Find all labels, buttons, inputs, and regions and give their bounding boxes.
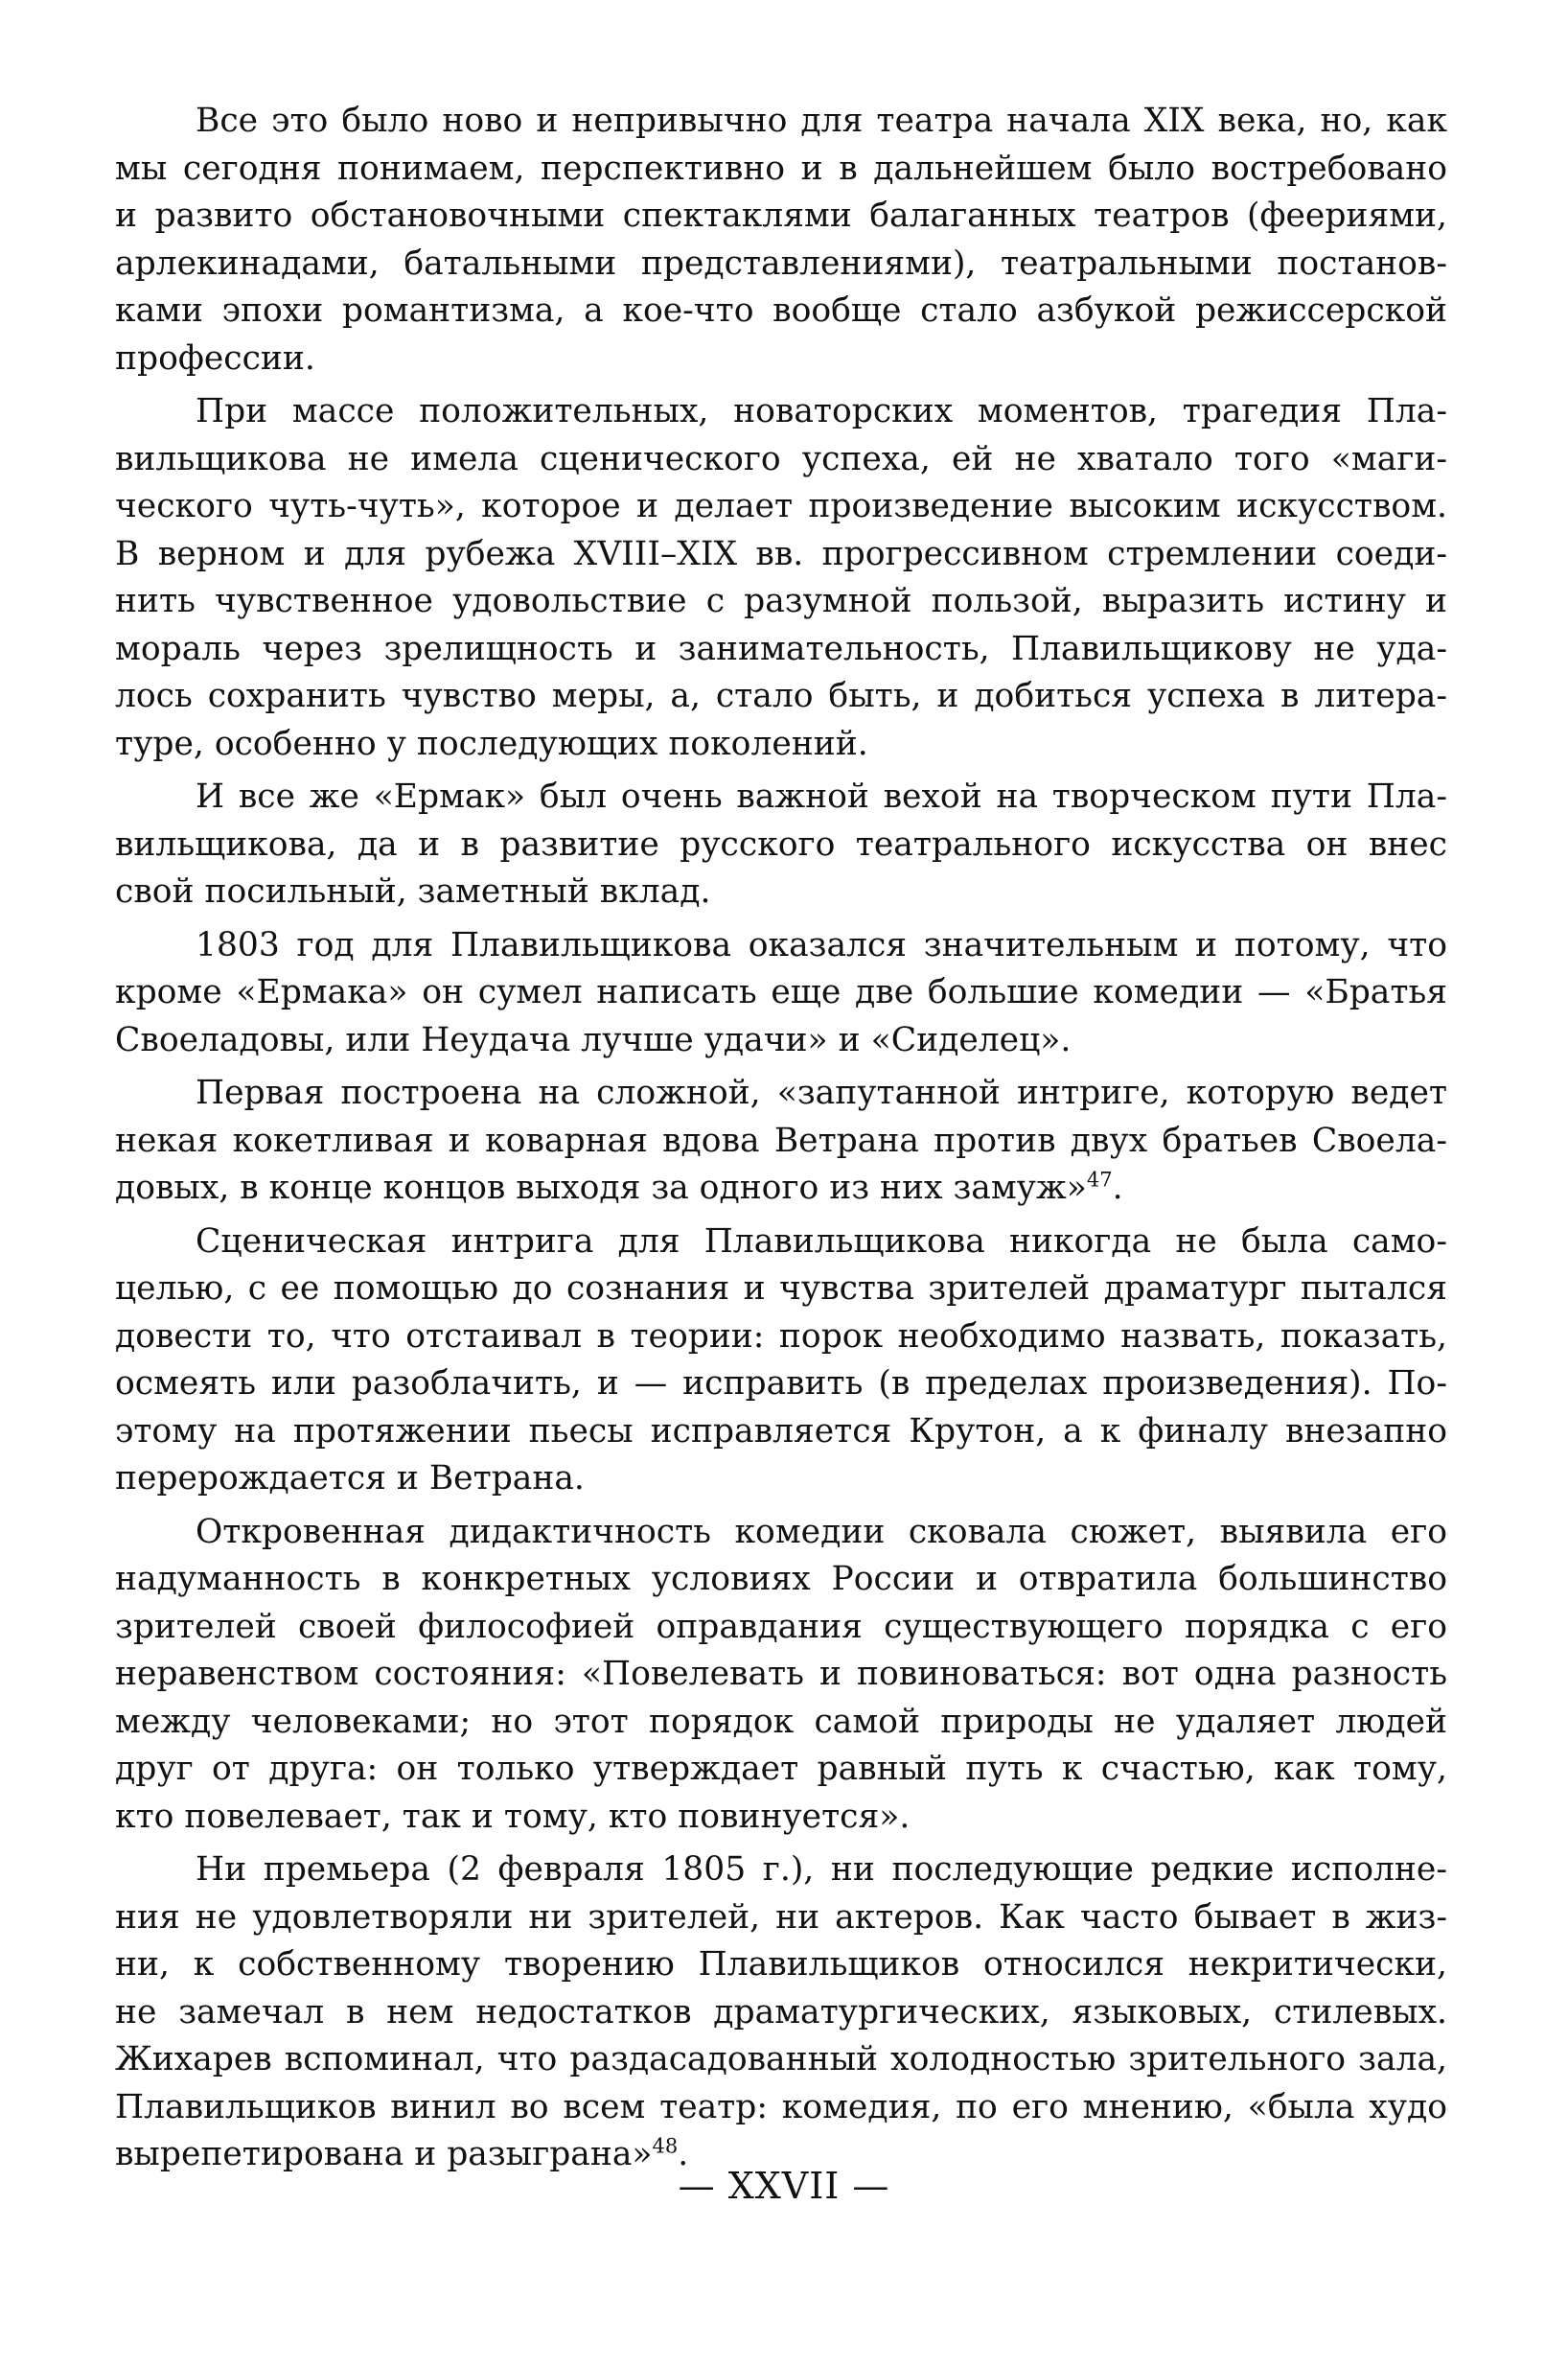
text-line (115, 1070, 1447, 1118)
text-line (115, 1360, 1447, 1408)
line-text: Ни премьера (2 февраля 1805 г.), ни последующие редкие исполне- (196, 1850, 1447, 1889)
line-text: целью, с ее помощью до сознания и чувства зрителей драматург пытался (115, 1269, 1447, 1308)
line-text: перерождается и Ветрана. (115, 1459, 585, 1497)
paragraph (115, 1219, 1447, 1503)
text-line (115, 336, 1447, 383)
line-text: Своеладовы, или Неудача лучше удачи» и «Сиделец». (115, 1020, 1072, 1059)
line-text: Сценическая интрига для Плавильщикова никогда не была само- (196, 1221, 1447, 1261)
text-line (115, 2084, 1447, 2132)
line-text: довых, в конце концов выходя за одного из них замуж» (115, 1169, 1087, 1207)
body-text (115, 98, 1447, 2185)
line-text: арлекинадами, батальными представлениями), театральными постанов- (115, 244, 1447, 283)
line-text: Первая построена на сложной, «запутанной интриге, которую ведет (196, 1074, 1447, 1112)
text-line (115, 1989, 1447, 2037)
line-text: Откровенная дидактичность комедии сковала сюжет, выявила его (196, 1512, 1447, 1551)
line-text: неравенством состояния: «Повелевать и повиноваться: вот одна разность (115, 1655, 1447, 1693)
text-line (115, 146, 1447, 194)
line-text: вильщикова, да и в развитие русского театрального искусства он внес (115, 824, 1447, 864)
line-text: Все это было ново и непривычно для театра начала XIX века, но, как (196, 102, 1447, 140)
line-text: ни, к собственному творению Плавильщиков относился некритически, (115, 1945, 1447, 1984)
text-line (115, 1265, 1447, 1313)
footnote-marker: 48 (652, 2134, 679, 2158)
text-line (115, 1408, 1447, 1456)
text-line (115, 578, 1447, 626)
text-line (115, 673, 1447, 721)
line-text: При массе положительных, новаторских моментов, трагедия Пла- (196, 392, 1447, 430)
line-text: И все же «Ермак» был очень важной вехой на творческом пути Пла- (196, 778, 1447, 816)
line-text: мы сегодня понимаем, перспективно и в дальнейшем было востребовано (115, 149, 1447, 188)
line-text: нить чувственное удовольствие с разумной пользой, выразить истину и (115, 582, 1447, 620)
text-line (115, 1746, 1447, 1794)
paragraph (115, 388, 1447, 768)
text-line (115, 483, 1447, 531)
text-line (115, 388, 1447, 436)
text-line (115, 1165, 1447, 1213)
line-text: друг от друга: он только утверждает равный путь к счастью, как тому, (115, 1750, 1447, 1788)
text-line (115, 1556, 1447, 1604)
line-text: довести то, что отстаивал в теории: порок необходимо назвать, показать, (115, 1316, 1447, 1356)
line-text: зрителей своей философией оправдания существующего порядка с его (115, 1607, 1447, 1646)
line-text: ческого чуть-чуть», которое и делает произведение высоким искусством. (115, 487, 1447, 525)
text-line (115, 869, 1447, 917)
line-text: В верном и для рубежа XVIII–XIX вв. прогрессивном стремлении соеди- (115, 534, 1447, 573)
text-line (115, 98, 1447, 146)
page-number: — XXVII — (678, 2165, 890, 2207)
line-text: профессии. (115, 338, 315, 378)
line-text: не замечал в нем недостатков драматургических, языковых, стилевых. (115, 1992, 1447, 2031)
line-text: 1803 год для Плавильщикова оказался значительным и потому, что (196, 925, 1447, 964)
paragraph (115, 922, 1447, 1065)
paragraph (115, 774, 1447, 917)
line-text: туре, особенно у последующих поколений. (115, 724, 868, 763)
text-line (115, 1699, 1447, 1747)
text-line (115, 1894, 1447, 1942)
text-line (115, 241, 1447, 289)
line-text: кроме «Ермака» он сумел написать еще две большие комедии — «Братья (115, 973, 1447, 1011)
line-text: и развито обстановочными спектаклями балаганных театров (феериями, (115, 197, 1447, 235)
paragraph (115, 1070, 1447, 1213)
text-line (115, 721, 1447, 769)
paragraph (115, 98, 1447, 383)
text-line (115, 1313, 1447, 1361)
text-line (115, 774, 1447, 822)
line-text: этому на протяжении пьесы исправляется Крутон, а к финалу внезапно (115, 1411, 1447, 1451)
text-line (115, 1604, 1447, 1652)
text-line (115, 969, 1447, 1017)
line-text: вырепетирована и разыграна» (115, 2135, 653, 2173)
line-text: Жихарев вспоминал, что раздасадованный холодностью зрительного зала, (115, 2040, 1447, 2078)
text-line (115, 1651, 1447, 1699)
line-text: ками эпохи романтизма, а кое-что вообще стало азбукой режиссерской (115, 291, 1447, 330)
text-line (115, 1017, 1447, 1065)
line-text: осмеять или разоблачить, и — исправить (в пределах произведения). По- (115, 1364, 1447, 1403)
line-text: Плавильщиков винил во всем театр: комедия, по его мнению, «была худо (115, 2087, 1447, 2126)
line-text: между человеками; но этот порядок самой природы не удаляет людей (115, 1702, 1447, 1741)
line-text: некая кокетливая и коварная вдова Ветрана против двух братьев Своела- (115, 1121, 1447, 1160)
text-line (115, 626, 1447, 674)
text-line (115, 2036, 1447, 2084)
footnote-trailing-punctuation: . (1112, 1169, 1123, 1207)
text-line (115, 1509, 1447, 1557)
text-line (115, 288, 1447, 336)
line-text: кто повелевает, так и тому, кто повинуется». (115, 1797, 911, 1836)
text-line (115, 1794, 1447, 1842)
text-line (115, 1118, 1447, 1166)
text-line (115, 922, 1447, 970)
text-line (115, 531, 1447, 579)
paragraph (115, 1509, 1447, 1842)
footnote-trailing-punctuation: . (678, 2135, 689, 2173)
text-line (115, 1219, 1447, 1266)
text-line (115, 822, 1447, 870)
text-line (115, 1846, 1447, 1894)
line-text: лось сохранить чувство меры, а, стало быть, и добиться успеха в литера- (115, 677, 1447, 715)
text-line (115, 1455, 1447, 1503)
line-text: вильщикова не имела сценического успеха, ей не хватало того «маги- (115, 439, 1447, 478)
text-line (115, 436, 1447, 484)
footnote-marker: 47 (1086, 1168, 1113, 1192)
paragraph (115, 1846, 1447, 2179)
line-text: свой посильный, заметный вклад. (115, 872, 711, 911)
text-line (115, 1941, 1447, 1989)
line-text: ния не удовлетворяли ни зрителей, ни актеров. Как часто бывает в жиз- (115, 1897, 1447, 1937)
text-line (115, 193, 1447, 241)
line-text: надуманность в конкретных условиях России и отвратила большинство (115, 1560, 1447, 1598)
line-text: мораль через зрелищность и занимательность, Плавильщикову не уда- (115, 629, 1447, 668)
